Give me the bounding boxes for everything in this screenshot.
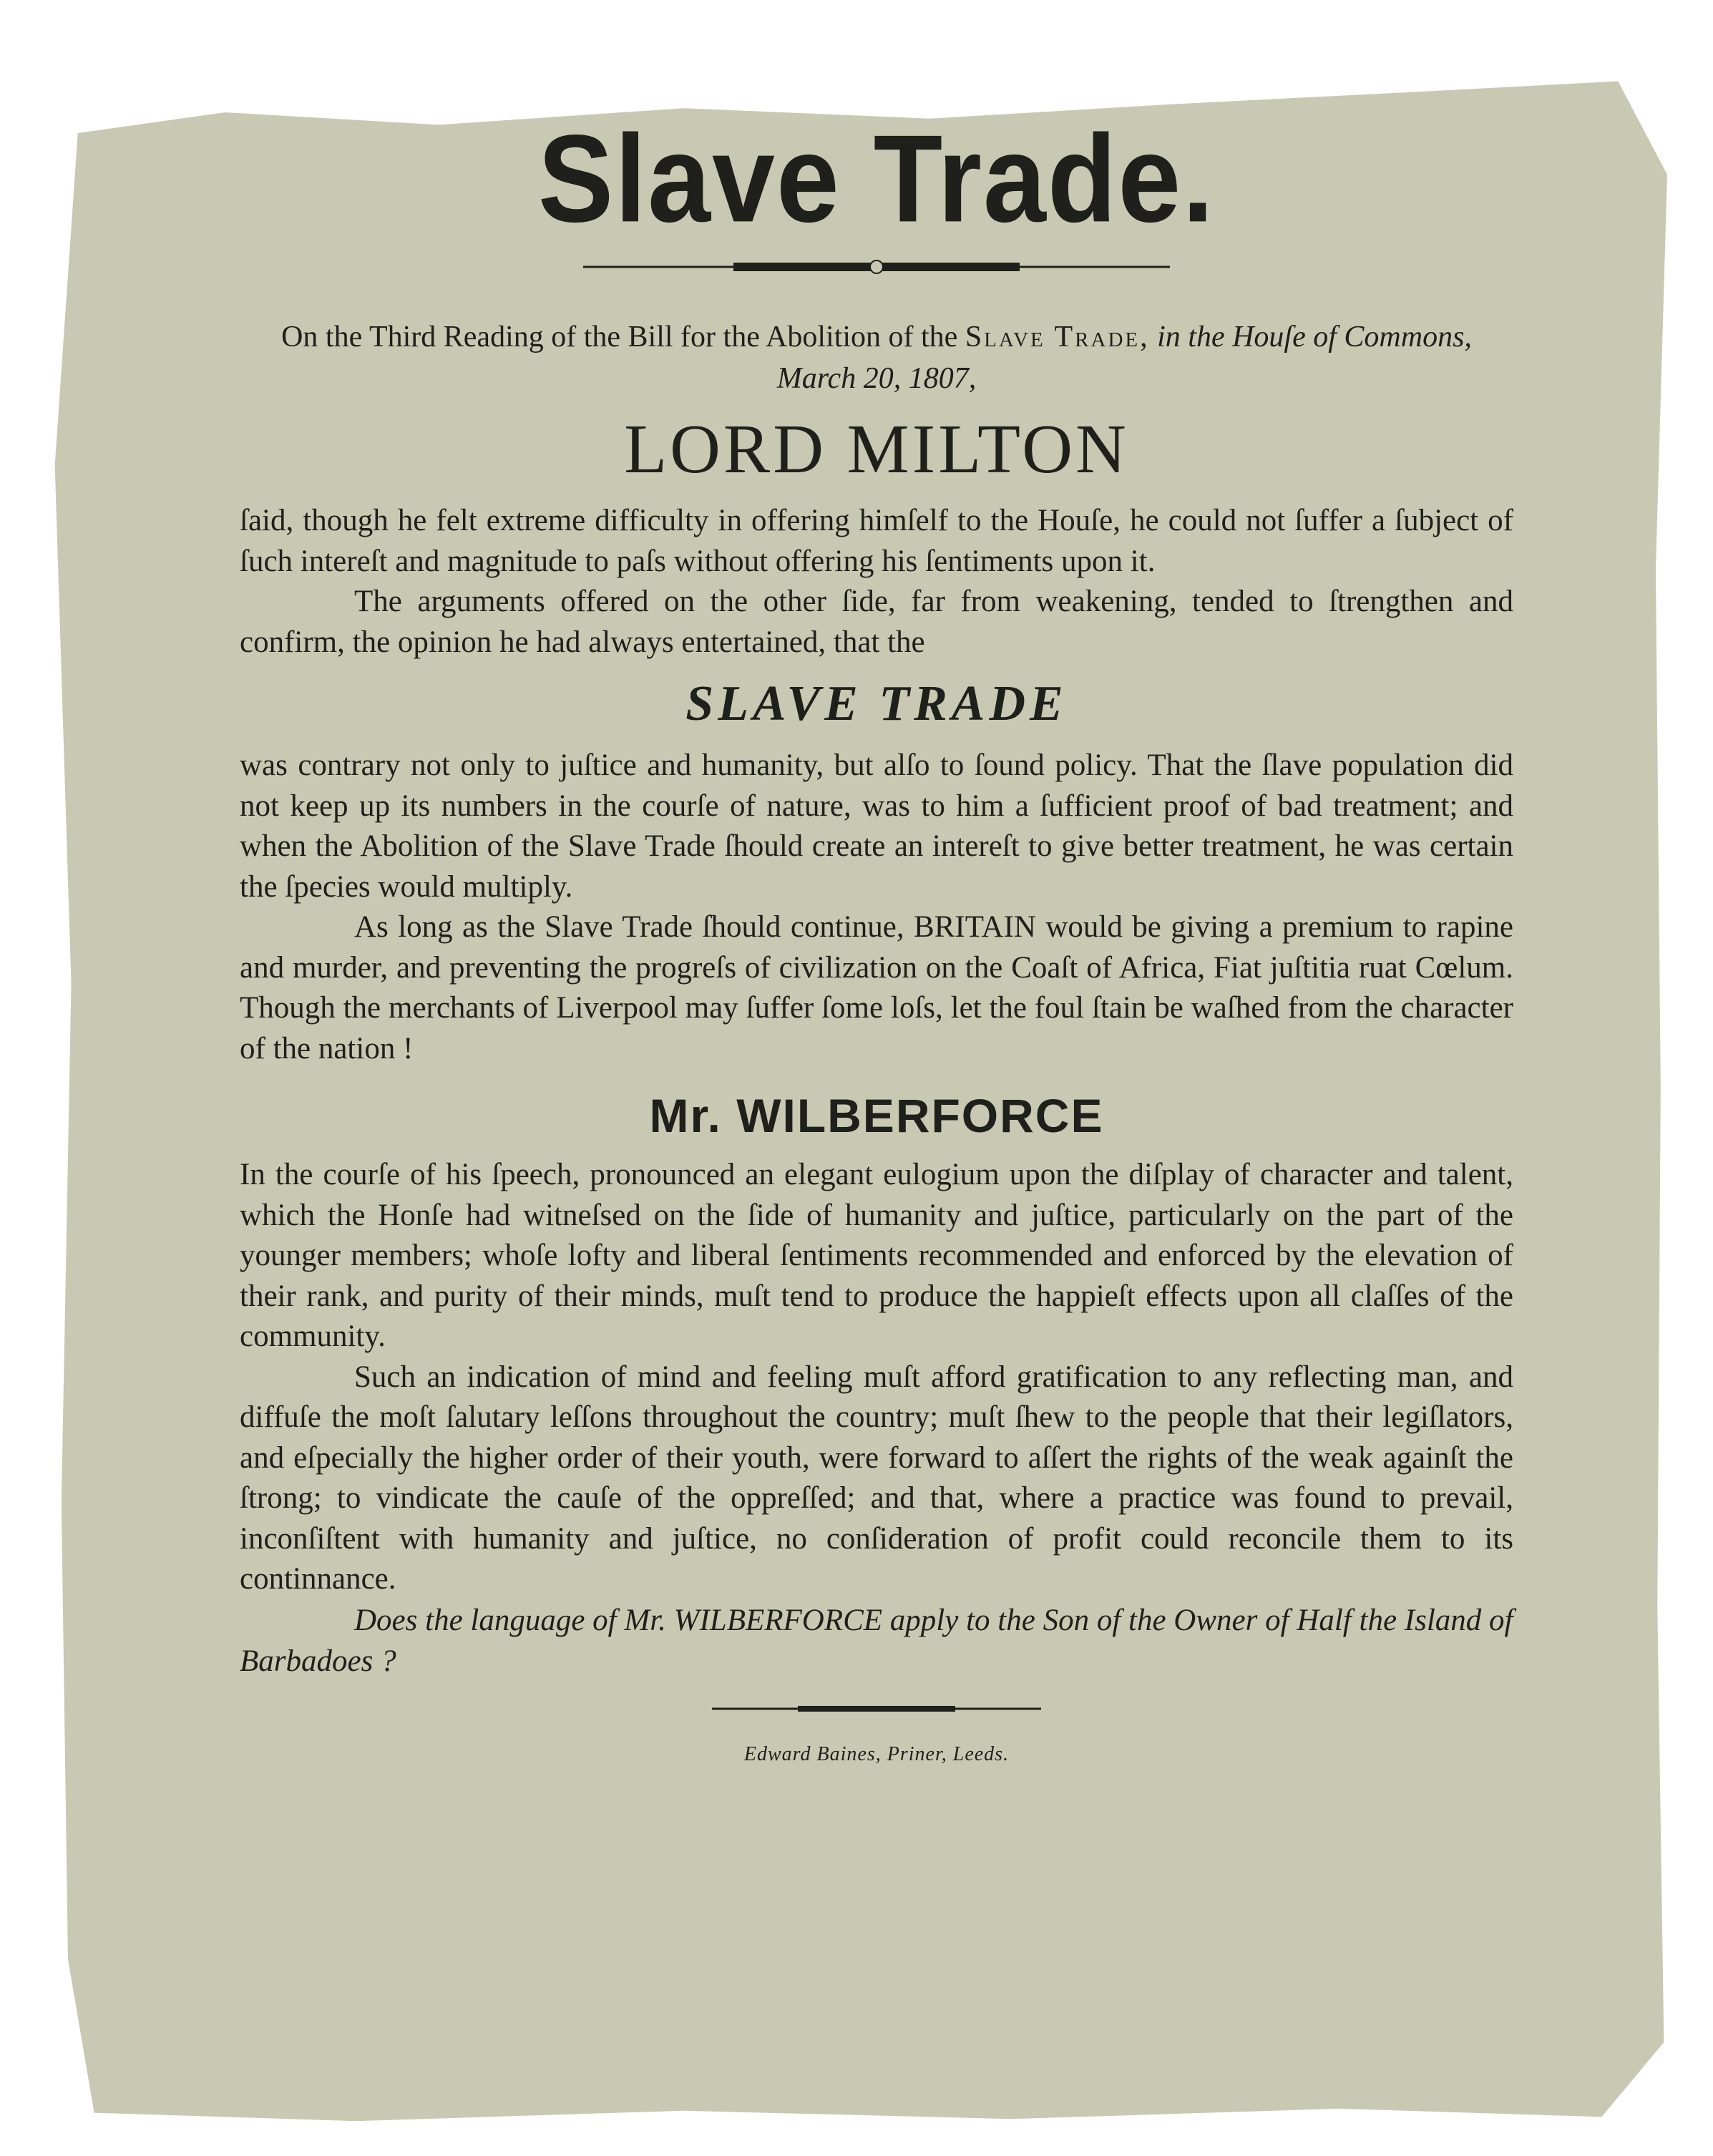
wilberforce-paragraph-1: In the courſe of his ſpeech, pronounced an elegant eulogium upon the diſplay of character and talent, which the Honſe had witneſsed on the ſide of humanity and juſtice, particularly on the part of the younger members; whoſe lofty and liberal ſentiments recommended and enforced by the elevation of their rank, and purity of their minds, muſt tend to produce the happieſt effects upon all claſſes of the community. [240, 1158, 1513, 1353]
printer-imprint: Edward Baines, Priner, Leeds. [743, 1742, 1010, 1765]
milton-paragraph-4: As long as the Slave Trade ſhould continue, BRITAIN would be giving a premium to rapine and murder, and preventing the progreſs of civilization on the Coaſt of Africa, Fiat juſtitia ruat Cœlum. Though the merchants of Liverpool may ſuffer ſome loſs, let the foul ſtain be waſhed from the character of the nation ! [240, 910, 1513, 1065]
speaker-lord-milton: LORD MILTON [624, 411, 1129, 488]
milton-paragraph-1: ſaid, though he felt extreme difficulty in offering himſelf to the Houſe, he could not ſuffer a ſubject of ſuch intereſt and magnitude to paſs without offering his ſentiments upon it. [240, 504, 1513, 578]
ornamental-rule-top [583, 259, 1170, 275]
broadside [240, 107, 1513, 1996]
wilberforce-paragraph-2: Such an indication of mind and feeling muſt afford gratification to any reflecting man, and diffuſe the moſt ſalutary leſſons throughout the country; muſt ſhew to the people that their legiſlators, and eſpecially the higher order of their youth, were forward to aſſert the rights of the weak againſt the ſtrong; to vindicate the cauſe of the oppreſſed; and that, where a practice was found to prevail, inconſiſtent with humanity and juſtice, no conſideration of profit could reconcile them to its continnance. [240, 1360, 1513, 1596]
speaker-wilberforce: Mr. WILBERFORCE [649, 1089, 1104, 1142]
closing-question: Does the language of Mr. WILBERFORCE apply to the Son of the Owner of Half the Island of Barbadoes ? [240, 1603, 1513, 1678]
document-title: Slave Trade. [537, 109, 1216, 248]
milton-paragraph-2: The arguments offered on the other ſide, far from weakening, tended to ſtrengthen and confirm, the opinion he had always entertained, that the [240, 585, 1513, 659]
ornamental-rule-bottom [712, 1703, 1041, 1714]
slave-trade-heading: SLAVE TRADE [685, 676, 1068, 731]
intro-prefix: On the Third Reading of the Bill for the Abolition of the [281, 321, 965, 353]
intro-suffix: in the Houſe of Commons, March 20, 1807, [776, 321, 1472, 395]
intro-highlight: Slave Trade, [965, 321, 1150, 353]
intro-line [240, 316, 1513, 399]
milton-paragraph-3: was contrary not only to juſtice and humanity, but alſo to ſound policy. That the ſlave population did not keep up its numbers in the courſe of nature, was to him a ſufficient proof of bad treatment; and when the Abolition of the Slave Trade ſhould create an intereſt to give better treatment, he was certain the ſpecies would multiply. [240, 748, 1513, 904]
